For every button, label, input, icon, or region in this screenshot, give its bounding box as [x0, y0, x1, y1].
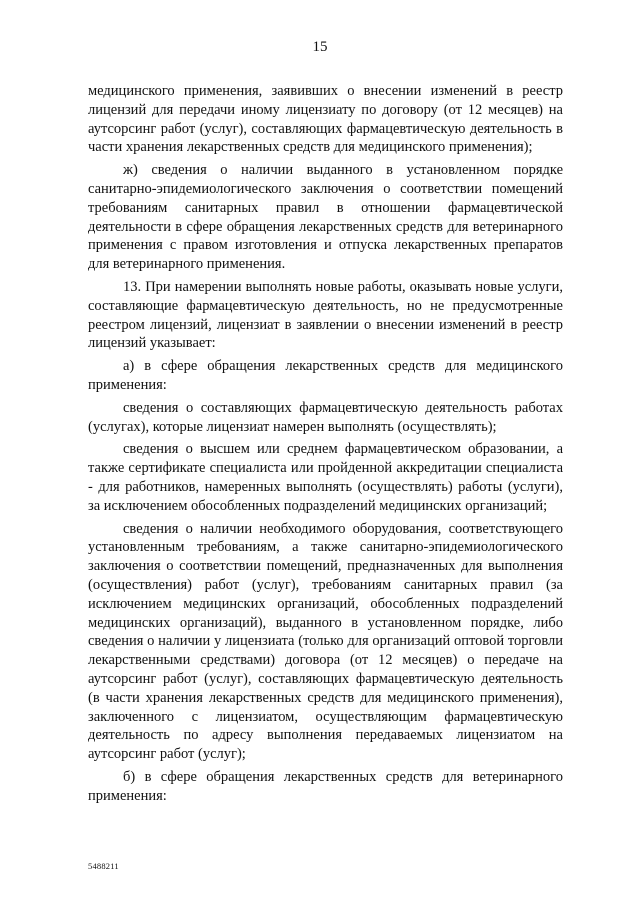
document-code: 5488211 — [88, 861, 119, 871]
paragraph-equipment: сведения о наличии необходимого оборудования, соответствующего установленным требованиям, а также санитарно-эпидемиологического заключения о соответствии помещений, предназначенных для выполнения (осуществления) работ (услуг), требованиям санитарных правил (за исключением медицинских организаций, обособленных подразделений медицинских организаций), выданного в установленном порядке, либо сведения о наличии у лицензиата (только для организаций оптовой торговли лекарственными средствами) договора (от 12 месяцев) о передаче на аутсорсинг работ (услуг), составляющих фармацевтическую деятельность (в части хранения лекарственных средств для медицинского применения), заключенного с лицензиатом, осуществляющим фармацевтическую деятельность по адресу выполнения передаваемых лицензиатом на аутсорсинг работ (услуг); — [88, 520, 563, 763]
paragraph-item-a: а) в сфере обращения лекарственных средств для медицинского применения: — [88, 358, 563, 393]
paragraph-item-zh: ж) сведения о наличии выданного в установленном порядке санитарно-эпидемиологического заключения о соответствии помещений требованиям санитарных правил в отношении фармацевтической деятельности в сфере обращения лекарственных средств для ветеринарного применения с правом изготовления и отпуска лекарственных препаратов для ветеринарного применения. — [88, 162, 563, 273]
paragraph-item-b: б) в сфере обращения лекарственных средств для ветеринарного применения: — [88, 768, 563, 804]
paragraph-continued: медицинского применения, заявивших о внесении изменений в реестр лицензий для передачи иному лицензиату по договору (от 12 месяцев) на аутсорсинг работ (услуг), составляющих фармацевтическую деятельность в части хранения лекарственных средств для медицинского применения); — [88, 83, 563, 156]
page-number: 15 — [312, 39, 328, 55]
document-body — [88, 82, 563, 809]
paragraph-clause-13: 13. При намерении выполнять новые работы, оказывать новые услуги, составляющие фармацевтическую деятельность, но не предусмотренные реестром лицензий, лицензиат в заявлении о внесении изменений в реестр лицензий указывает: — [88, 278, 563, 352]
paragraph-education: сведения о высшем или среднем фармацевтическом образовании, а также сертификате специалиста или пройденной аккредитации специалиста - для работников, намеренных выполнять (осуществлять) работы (услуги), за исключением обособленных подразделений медицинских организаций; — [88, 441, 563, 514]
paragraph-works-services: сведения о составляющих фармацевтическую деятельность работах (услугах), которые лицензиат намерен выполнять (осуществлять); — [88, 399, 563, 435]
